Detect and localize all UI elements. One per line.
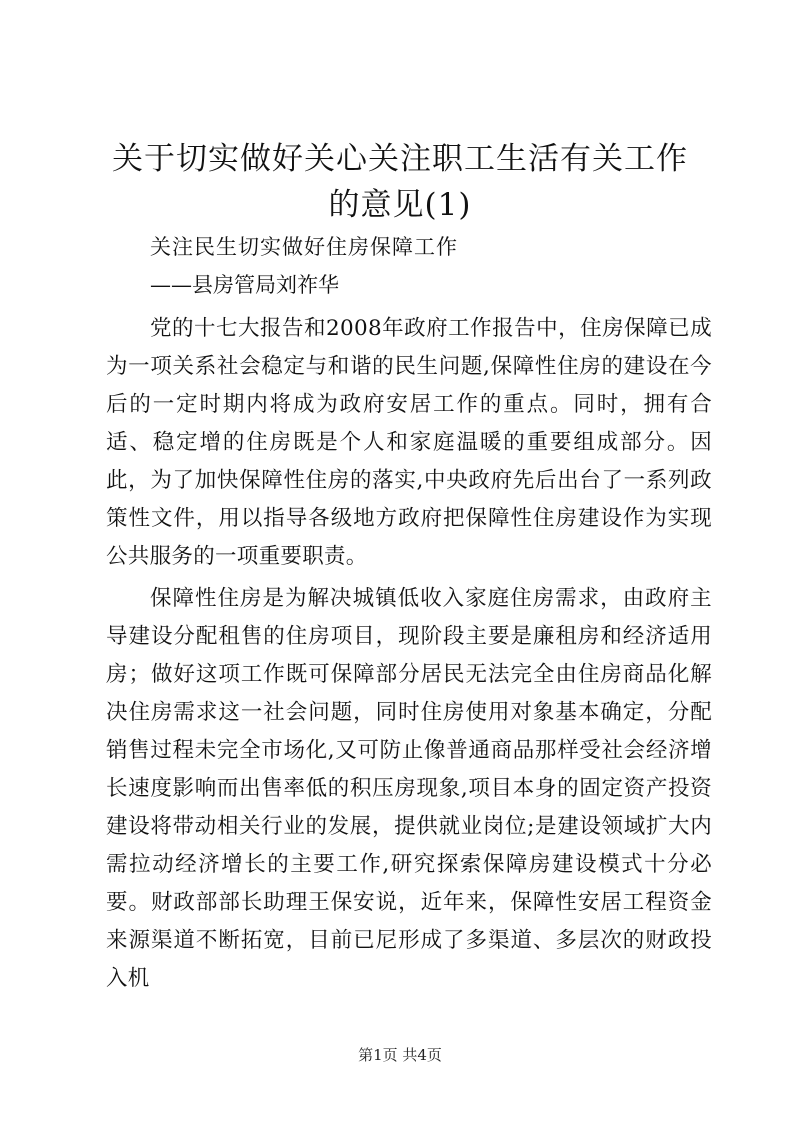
page-footer: 第1页 共4页: [358, 1046, 442, 1064]
document-author: ——县房管局刘祚华: [150, 273, 339, 297]
document-subtitle: 关注民生切实做好住房保障工作: [150, 235, 458, 259]
document-title: 关于切实做好关心关注职工生活有关工作的意见(1): [112, 141, 688, 223]
body-paragraph: 党的十七大报告和2008年政府工作报告中，住房保障已成为一项关系社会稳定与和谐的民生问题,保障性住房的建设在今后的一定时期内将成为政府安居工作的重点。同时，拥有合适、稳定增的住房既是个人和家庭温暖的重要组成部分。因此，为了加快保障性住房的落实,中央政府先后出台了一系列政策性文件，用以指导各级地方政府把保障性住房建设作为实现公共服务的一项重要职责。: [106, 316, 712, 569]
body-paragraph: 保障性住房是为解决城镇低收入家庭住房需求，由政府主导建设分配租售的住房项目，现阶段主要是廉租房和经济适用房；做好这项工作既可保障部分居民无法完全由住房商品化解决住房需求这一社会问题，同时住房使用对象基本确定，分配销售过程未完全市场化,又可防止像普通商品那样受社会经济增长速度影响而出售率低的积压房现象,项目本身的固定资产投资建设将带动相关行业的发展，提供就业岗位;是建设领域扩大内需拉动经济增长的主要工作,研究探索保障房建设模式十分必要。财政部部长助理王保安说，近年来，保障性安居工程资金来源渠道不断拓宽，目前已尼形成了多渠道、多层次的财政投入机: [106, 586, 712, 991]
